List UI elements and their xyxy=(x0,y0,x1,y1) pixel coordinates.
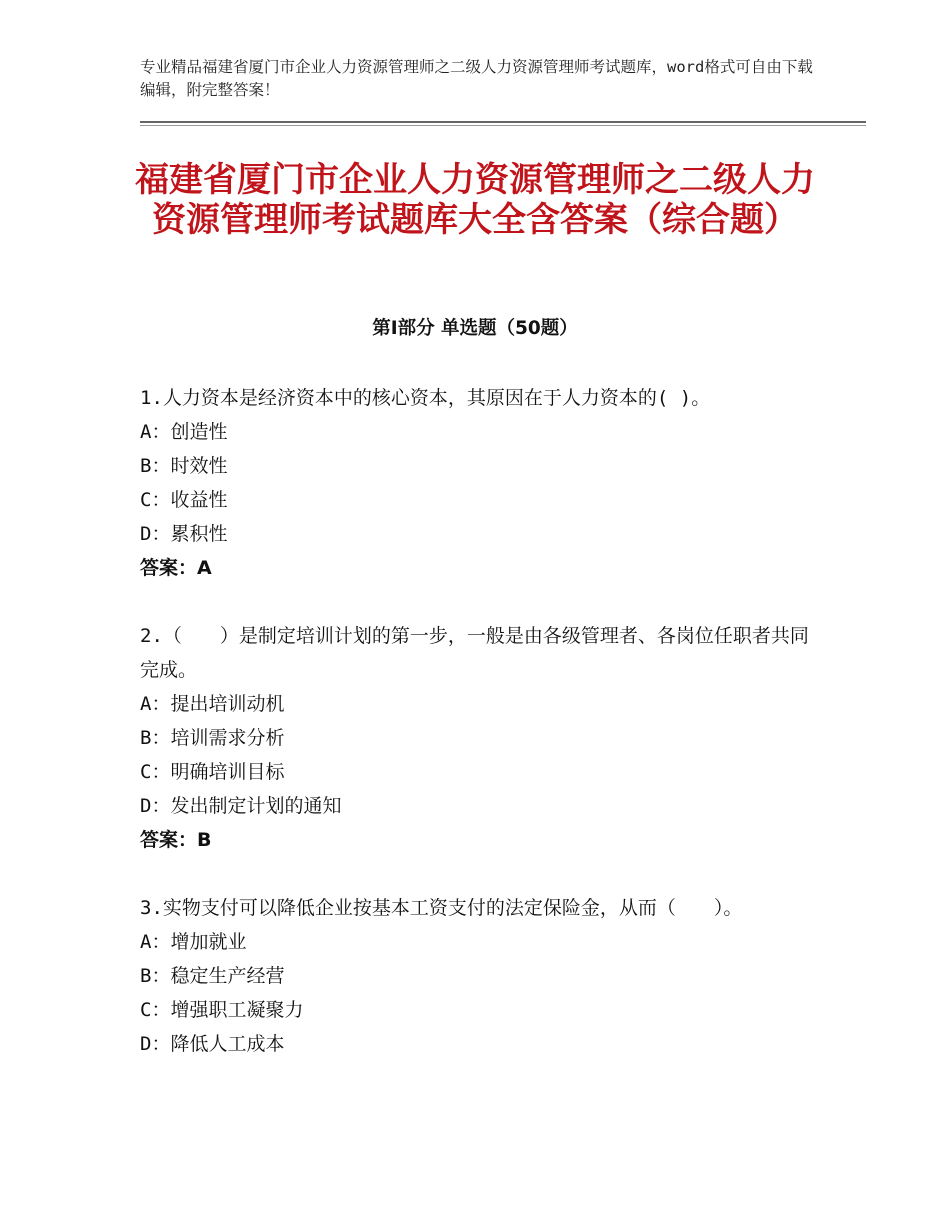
option-b: B：培训需求分析 xyxy=(140,727,285,749)
document-title: 福建省厦门市企业人力资源管理师之二级人力资源管理师考试题库大全含答案（综合题） xyxy=(135,160,815,240)
header-divider xyxy=(140,121,866,123)
option-a: A：提出培训动机 xyxy=(140,693,285,715)
question-list xyxy=(140,381,820,1095)
option-c: C：增强职工凝聚力 xyxy=(140,999,304,1021)
option-c: C：明确培训目标 xyxy=(140,761,285,783)
header-divider-thin xyxy=(140,125,866,126)
question-stem: 1.人力资本是经济资本中的核心资本，其原因在于人力资本的( )。 xyxy=(140,387,711,409)
answer: 答案：B xyxy=(140,829,212,851)
section-title: 第Ⅰ部分 单选题（50题） xyxy=(372,318,578,339)
option-a: A：增加就业 xyxy=(140,931,247,953)
option-d: D：发出制定计划的通知 xyxy=(140,795,342,817)
question-1 xyxy=(140,381,820,585)
option-b: B：时效性 xyxy=(140,455,228,477)
option-b: B：稳定生产经营 xyxy=(140,965,285,987)
question-stem: 2.（ ）是制定培训计划的第一步，一般是由各级管理者、各岗位任职者共同完成。 xyxy=(140,625,809,681)
question-2 xyxy=(140,619,820,857)
question-3 xyxy=(140,891,820,1061)
option-c: C：收益性 xyxy=(140,489,228,511)
option-a: A：创造性 xyxy=(140,421,228,443)
option-d: D：累积性 xyxy=(140,523,228,545)
header-note: 专业精品福建省厦门市企业人力资源管理师之二级人力资源管理师考试题库，word格式可自由下载编辑，附完整答案！ xyxy=(140,58,813,99)
question-stem: 3.实物支付可以降低企业按基本工资支付的法定保险金，从而（ ）。 xyxy=(140,897,743,919)
answer: 答案：A xyxy=(140,557,212,579)
option-d: D：降低人工成本 xyxy=(140,1033,285,1055)
